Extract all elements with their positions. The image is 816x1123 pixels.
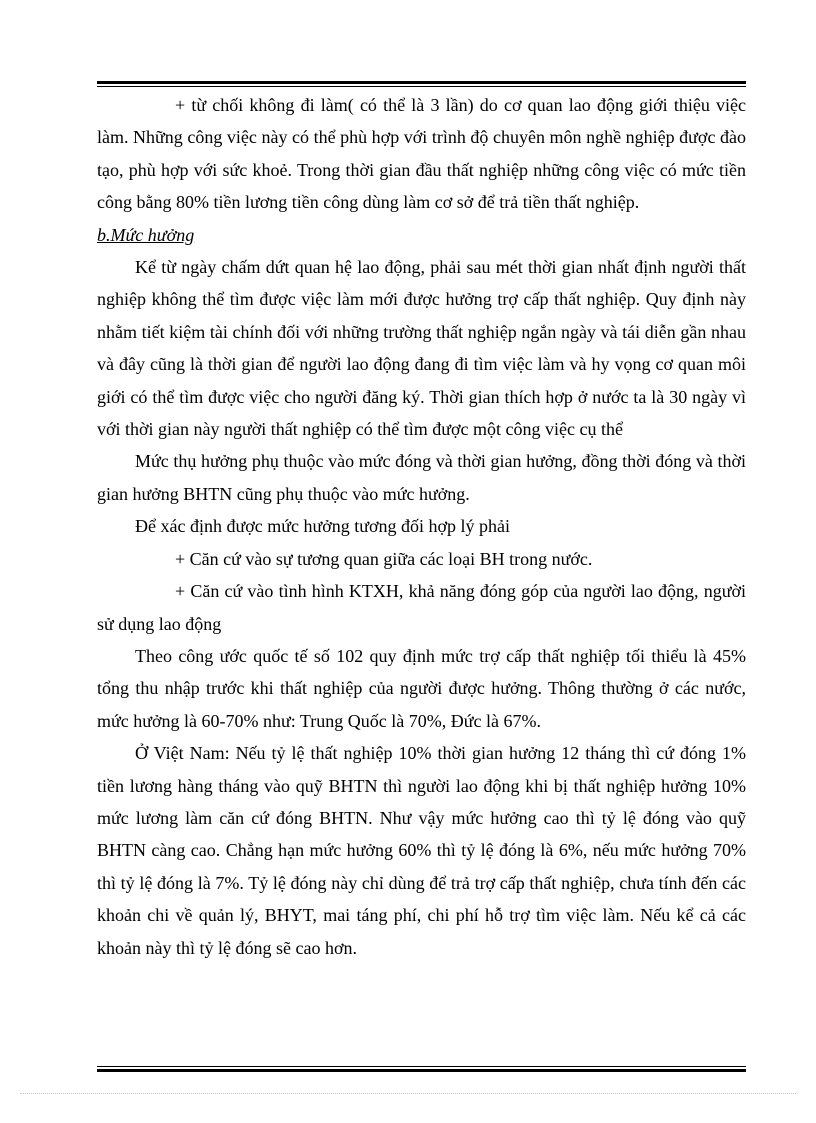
footer-rule-thick	[97, 1069, 746, 1072]
section-heading-muc-huong: b.Mức hưởng	[97, 224, 195, 245]
paragraph-refusal-condition: + từ chối không đi làm( có thể là 3 lần) do cơ quan lao động giới thiệu việc làm. Những công việc này có thể phù hợp với trình độ chuyên môn nghề nghiệp được đào tạo, phù hợp với sức khoẻ. Trong thời gian đầu thất nghiệp những công việc có mức tiền công bằng 80% tiền lương tiền công dùng làm cơ sở để trả tiền thất nghiệp.	[97, 95, 746, 213]
paragraph-ilo-convention: Theo công ước quốc tế số 102 quy định mức trợ cấp thất nghiệp tối thiểu là 45% tổng thu nhập trước khi thất nghiệp của người được hưởng. Thông thường ở các nước, mức hưởng là 60-70% như: Trung Quốc là 70%, Đức là 67%.	[97, 645, 746, 731]
paragraph-vietnam-rates: Ở Việt Nam: Nếu tỷ lệ thất nghiệp 10% thời gian hưởng 12 tháng thì cứ đóng 1% tiền lương hàng tháng vào quỹ BHTN thì người lao động khi bị thất nghiệp hưởng 10% mức lương làm căn cứ đóng BHTN. Như vậy mức hưởng cao thì tỷ lệ đóng vào quỹ BHTN càng cao. Chẳng hạn mức hưởng 60% thì tỷ lệ đóng là 6%, nếu mức hưởng 70% thì tỷ lệ đóng là 7%. Tỷ lệ đóng này chỉ dùng để trả trợ cấp thất nghiệp, chưa tính đến các khoản chi về quản lý, BHYT, mai táng phí, chi phí hỗ trợ tìm việc làm. Nếu kể cả các khoản này thì tỷ lệ đóng sẽ cao hơn.	[97, 743, 746, 958]
paragraph-benefit-dependency: Mức thụ hưởng phụ thuộc vào mức đóng và thời gian hưởng, đồng thời đóng và thời gian hưởng BHTN cũng phụ thuộc vào mức hưởng.	[97, 451, 746, 504]
header-rule-thick	[97, 81, 746, 84]
paragraph-criterion-socioeconomic: + Căn cứ vào tình hình KTXH, khả năng đóng góp của người lao động, người sử dụng lao động	[97, 581, 746, 634]
paragraph-determination-intro: Để xác định được mức hưởng tương đối hợp lý phải	[135, 516, 511, 537]
page-edge-divider	[20, 1093, 796, 1094]
paragraph-waiting-period: Kể từ ngày chấm dứt quan hệ lao động, phải sau mét thời gian nhất định người thất nghiệp không thể tìm được việc làm mới được hưởng trợ cấp thất nghiệp. Quy định này nhằm tiết kiệm tài chính đối với những trường thất nghiệp ngắn ngày và tái diễn gần nhau và đây cũng là thời gian để người lao động đang đi tìm việc làm và hy vọng cơ quan môi giới có thể tìm được việc cho người đăng ký. Thời gian thích hợp ở nước ta là 30 ngày vì với thời gian này người thất nghiệp có thể tìm được một công việc cụ thể	[97, 257, 746, 440]
footer-rule-thin	[97, 1066, 746, 1067]
header-rule-thin	[97, 86, 746, 87]
paragraph-criterion-insurance: + Căn cứ vào sự tương quan giữa các loại BH trong nước.	[175, 548, 593, 569]
document-body	[97, 89, 746, 964]
